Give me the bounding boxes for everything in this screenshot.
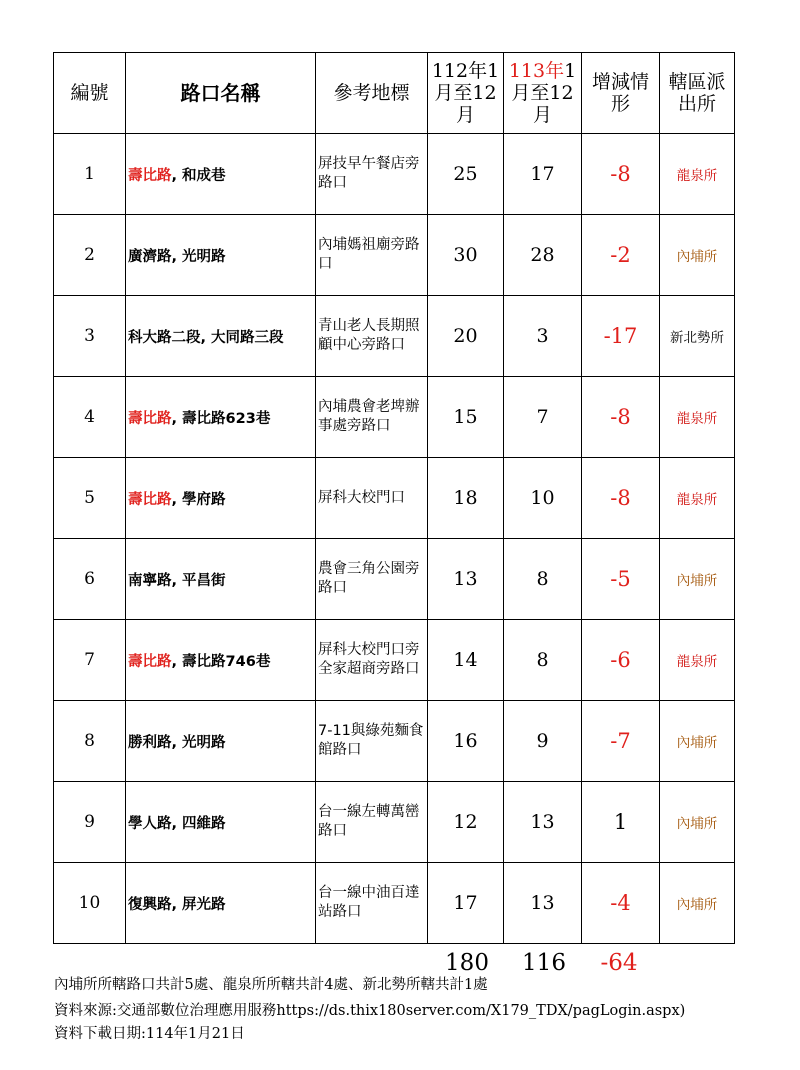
row-change: -8 [582, 134, 660, 215]
header-y113-line1: 1 [564, 60, 577, 82]
header-y112-line2: 月至12 [434, 82, 497, 104]
row-name-highlight: 壽比路 [128, 410, 172, 427]
row-landmark: 屏技早午餐店旁路口 [316, 134, 428, 215]
row-landmark: 內埔媽祖廟旁路口 [316, 215, 428, 296]
table-row [54, 296, 735, 377]
row-name-rest: 學人路, 四維路 [128, 815, 226, 832]
row-id: 9 [54, 782, 126, 863]
row-y113: 3 [504, 296, 582, 377]
table-row [54, 377, 735, 458]
table-row [54, 215, 735, 296]
header-id: 編號 [54, 53, 126, 134]
row-name-highlight: 壽比路 [128, 491, 172, 508]
row-name-rest: 勝利路, 光明路 [128, 734, 226, 751]
row-name [126, 296, 316, 377]
row-id: 6 [54, 539, 126, 620]
header-change-line2: 形 [610, 93, 630, 115]
row-landmark: 農會三角公園旁路口 [316, 539, 428, 620]
notes-summary: 內埔所所轄路口共計5處、龍泉所所轄共計4處、新北勢所轄共計1處 [54, 977, 488, 993]
total-change: -64 [600, 950, 638, 976]
row-y112: 18 [428, 458, 504, 539]
row-y113: 8 [504, 539, 582, 620]
row-y112: 30 [428, 215, 504, 296]
header-y113-year: 113年 [508, 60, 565, 82]
table-row [54, 701, 735, 782]
header-y113-line3: 月 [532, 104, 552, 126]
row-name-rest: , 壽比路623巷 [171, 410, 271, 427]
row-landmark: 台一線中油百達站路口 [316, 863, 428, 944]
table-row [54, 134, 735, 215]
row-name [126, 863, 316, 944]
row-id: 1 [54, 134, 126, 215]
row-name-highlight: 壽比路 [128, 653, 172, 670]
header-station-line1: 轄區派 [668, 71, 726, 93]
row-station: 龍泉所 [660, 377, 735, 458]
row-name-rest: , 壽比路746巷 [171, 653, 271, 670]
header-landmark: 參考地標 [316, 53, 428, 134]
header-station-line2: 出所 [677, 93, 716, 115]
row-name [126, 782, 316, 863]
row-y113: 8 [504, 620, 582, 701]
row-id: 10 [54, 863, 126, 944]
row-station: 內埔所 [660, 539, 735, 620]
row-name [126, 701, 316, 782]
header-change-line1: 增減情 [591, 71, 649, 93]
row-id: 5 [54, 458, 126, 539]
row-landmark: 青山老人長期照顧中心旁路口 [316, 296, 428, 377]
row-y112: 25 [428, 134, 504, 215]
row-id: 3 [54, 296, 126, 377]
row-change: -7 [582, 701, 660, 782]
total-y113: 116 [522, 950, 566, 976]
notes-date: 資料下載日期:114年1月21日 [54, 1026, 245, 1042]
table-row [54, 620, 735, 701]
row-change: -6 [582, 620, 660, 701]
row-y113: 9 [504, 701, 582, 782]
row-name-rest: 廣濟路, 光明路 [128, 248, 226, 265]
row-name [126, 134, 316, 215]
row-landmark: 7-11與綠苑麵食館路口 [316, 701, 428, 782]
header-name: 路口名稱 [126, 53, 316, 134]
row-station: 新北勢所 [660, 296, 735, 377]
row-y112: 15 [428, 377, 504, 458]
row-station: 龍泉所 [660, 458, 735, 539]
row-name [126, 539, 316, 620]
row-y113: 17 [504, 134, 582, 215]
row-y112: 14 [428, 620, 504, 701]
row-y113: 28 [504, 215, 582, 296]
row-name [126, 215, 316, 296]
row-landmark: 屏科大校門口旁全家超商旁路口 [316, 620, 428, 701]
row-name [126, 620, 316, 701]
row-station: 內埔所 [660, 863, 735, 944]
row-station: 內埔所 [660, 701, 735, 782]
intersection-table [53, 52, 735, 944]
row-landmark: 台一線左轉萬巒路口 [316, 782, 428, 863]
row-station: 內埔所 [660, 782, 735, 863]
row-name [126, 377, 316, 458]
row-name-rest: , 和成巷 [171, 167, 226, 184]
row-id: 8 [54, 701, 126, 782]
total-y112: 180 [445, 950, 489, 976]
row-station: 龍泉所 [660, 134, 735, 215]
row-change: 1 [582, 782, 660, 863]
header-row [54, 53, 735, 134]
table-row [54, 539, 735, 620]
row-name [126, 458, 316, 539]
row-name-rest: 南寧路, 平昌街 [128, 572, 226, 589]
row-change: -4 [582, 863, 660, 944]
row-y112: 20 [428, 296, 504, 377]
header-change [582, 53, 660, 134]
header-y112 [428, 53, 504, 134]
header-y112-line1: 112年1 [431, 60, 500, 82]
row-name-rest: , 學府路 [171, 491, 226, 508]
row-name-rest: 復興路, 屏光路 [128, 896, 226, 913]
row-name-highlight: 壽比路 [128, 167, 172, 184]
table-row [54, 458, 735, 539]
row-y113: 13 [504, 863, 582, 944]
row-station: 內埔所 [660, 215, 735, 296]
row-change: -2 [582, 215, 660, 296]
row-landmark: 內埔農會老埤辦事處旁路口 [316, 377, 428, 458]
row-y113: 13 [504, 782, 582, 863]
header-y113 [504, 53, 582, 134]
row-name-rest: 科大路二段, 大同路三段 [128, 329, 284, 346]
table-row [54, 782, 735, 863]
row-id: 4 [54, 377, 126, 458]
notes-source: 資料來源:交通部數位治理應用服務https://ds.thix180server.com/X179_TDX/pagLogin.aspx) [54, 1003, 686, 1019]
row-id: 2 [54, 215, 126, 296]
row-y112: 13 [428, 539, 504, 620]
row-y112: 17 [428, 863, 504, 944]
row-y113: 7 [504, 377, 582, 458]
row-station: 龍泉所 [660, 620, 735, 701]
row-change: -8 [582, 458, 660, 539]
row-y112: 12 [428, 782, 504, 863]
row-change: -17 [582, 296, 660, 377]
row-y113: 10 [504, 458, 582, 539]
row-id: 7 [54, 620, 126, 701]
row-change: -8 [582, 377, 660, 458]
header-station [660, 53, 735, 134]
row-y112: 16 [428, 701, 504, 782]
table-row [54, 863, 735, 944]
header-y113-line2: 月至12 [511, 82, 574, 104]
row-change: -5 [582, 539, 660, 620]
header-y112-line3: 月 [455, 104, 475, 126]
row-landmark: 屏科大校門口 [316, 458, 428, 539]
